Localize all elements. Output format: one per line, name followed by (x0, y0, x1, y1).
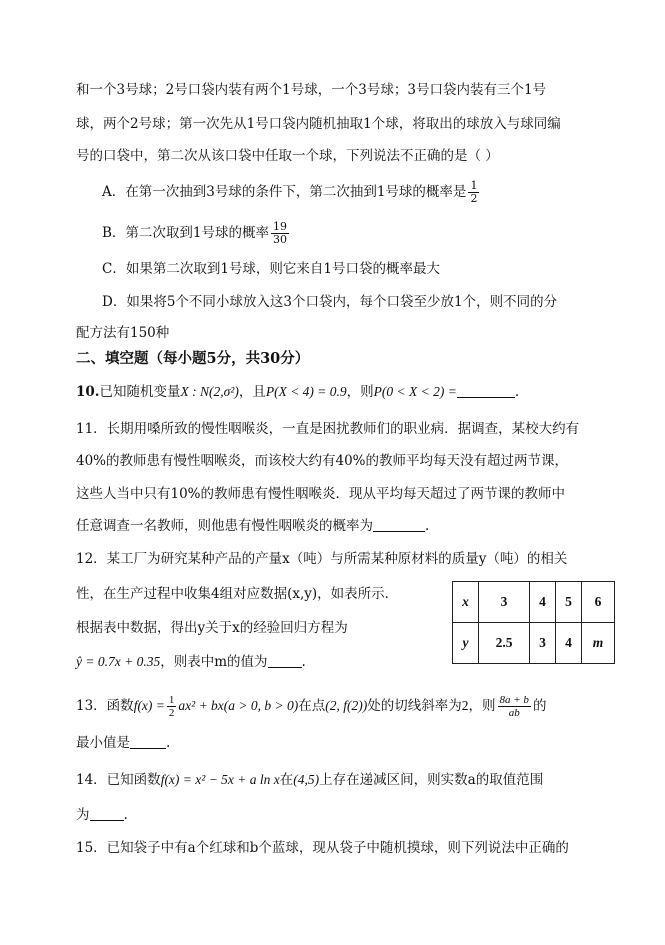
q9-b-numerator: 19 (273, 220, 288, 233)
q13-point: (2, f(2)) (325, 698, 368, 713)
q13-line-2-text: 最小值是 (76, 735, 130, 751)
q12-end: . (301, 654, 306, 670)
q9-option-a-text: A．在第一次抽到3号球的条件下，第二次抽到1号球的概率是 (102, 184, 467, 200)
q14-text-a: 14．已知函数 (76, 772, 161, 788)
q12-table-y-4: m (582, 623, 615, 664)
q12-table-x-1: 3 (479, 582, 530, 623)
q15-line-1: 15．已知袋子中有a个红球和b个蓝球，现从袋子中随机摸球，则下列说法中正确的 (76, 840, 569, 856)
q11-line-1: 11．长期用嗓所致的慢性咽喉炎，一直是困扰教师们的职业病．据调查，某校大约有 (76, 421, 580, 437)
q13-text-d: ，则 (468, 698, 496, 714)
q13-end: . (166, 735, 171, 751)
q14-interval: (4,5) (293, 772, 320, 787)
q13-text-b: 在点 (298, 698, 326, 714)
q13-text-a: 13．函数 (76, 698, 134, 714)
q9-option-b-text: B．第二次取到1号球的概率 (102, 225, 270, 241)
q12-data-table (452, 581, 615, 664)
q10 (76, 382, 589, 402)
q9-a-denominator: 2 (470, 192, 478, 205)
q10-math-3: P(0 < X < 2) = (373, 384, 457, 399)
q12-table-x-3: 5 (556, 582, 582, 623)
q13-text-c: 处的切线斜率为 (367, 698, 462, 714)
q14-text-b: 在 (279, 772, 294, 788)
q11-line-4 (76, 516, 589, 536)
section-title: 二、填空题（每小题5分，共30分） (76, 350, 310, 367)
q9-line-3: 号的口袋中，第二次从该口袋中任取一个球，下列说法不正确的是（ ） (76, 148, 499, 164)
q10-number: 10. (76, 384, 100, 400)
q12-table-x-2: 4 (530, 582, 556, 623)
q14-text-c: 上存在递减区间，则实数a的取值范围 (319, 772, 544, 788)
q13-half-num: 1 (168, 694, 175, 706)
q12-table-row-y (453, 623, 615, 664)
q11-line-4-text: 任意调查一名教师，则他患有慢性咽喉炎的概率为 (76, 518, 373, 534)
q9-option-d-line-2: 配方法有150种 (76, 325, 170, 341)
q9-option-b-fraction (271, 221, 289, 246)
q9-option-b (102, 221, 589, 246)
q12-line-2: 性，在生产过程中收集4组对应数据(x,y)，如表所示． (76, 586, 399, 602)
q12-answer-blank (268, 653, 302, 668)
q14-line-2-text: 为 (76, 807, 90, 823)
q10-text-2: ，且 (238, 384, 266, 400)
q13-half-den: 2 (168, 707, 175, 719)
q10-end: . (514, 384, 520, 400)
q12-line-3: 根据表中数据，得出y关于x的经验回归方程为 (76, 620, 348, 636)
q11-answer-blank (373, 517, 425, 532)
q13-answer-blank (130, 734, 166, 749)
q10-math-2: P(X < 4) = 0.9 (265, 384, 347, 399)
q12-table-row-x (453, 582, 615, 623)
q13-function-rest: ax² + bx(a > 0, b > 0) (178, 698, 299, 713)
q12-table-y-3: 4 (556, 623, 582, 664)
q12-table-x-4: 6 (582, 582, 615, 623)
q12-table-y-2: 3 (530, 623, 556, 664)
q12-table-x-label: x (453, 582, 479, 623)
q14-line-2 (76, 805, 589, 825)
q10-text-1: 已知随机变量 (99, 384, 181, 400)
q12-regression-equation: ŷ = 0.7x + 0.35 (76, 654, 161, 669)
q13-line-1 (76, 694, 589, 719)
q13-target-num: 8a + b (499, 694, 529, 706)
q14-end: . (123, 807, 128, 823)
q9-option-c: C．如果第二次取到1号球，则它来自1号口袋的概率最大 (102, 261, 441, 277)
q9-line-1: 和一个3号球；2号口袋内装有两个1号球，一个3号球；3号口袋内装有三个1号 (76, 82, 547, 98)
q12-table-y-1: 2.5 (479, 623, 530, 664)
q12-line-4-text: ，则表中m的值为 (160, 654, 268, 670)
q9-b-denominator: 30 (273, 233, 288, 246)
q13-fx: f(x) = (133, 698, 165, 713)
q13-half-fraction (167, 694, 177, 719)
q10-text-3: ，则 (346, 384, 374, 400)
q14-answer-blank (90, 806, 124, 821)
q10-math-1: X : N(2,σ²) (180, 384, 239, 399)
q9-option-a (102, 180, 589, 205)
q10-answer-blank (457, 383, 515, 398)
q11-line-2: 40%的教师患有慢性咽喉炎，而该校大约有40%的教师平均每天没有超过两节课， (76, 453, 569, 469)
q13-text-e: 的 (532, 698, 547, 714)
q9-a-numerator: 1 (470, 179, 478, 192)
q12-table-y-label: y (453, 623, 479, 664)
q14-line-1 (76, 770, 589, 790)
q14-function: f(x) = x² − 5x + a ln x (160, 772, 280, 787)
q13-line-2 (76, 733, 589, 753)
q13-target-den: ab (508, 707, 520, 719)
q12-line-1: 12．某工厂为研究某种产品的产量x（吨）与所需某种原材料的质量y（吨）的相关 (76, 551, 568, 567)
q9-line-2: 球，两个2号球；第一次先从1号口袋内随机抽取1个球，将取出的球放入与球同编 (76, 116, 561, 132)
q9-option-a-fraction (468, 180, 479, 205)
q9-option-d-line-1: D．如果将5个不同小球放入这3个口袋内，每个口袋至少放1个，则不同的分 (102, 294, 558, 310)
q11-line-3: 这些人当中只有10%的教师患有慢性咽喉炎．现从平均每天超过了两节课的教师中 (76, 486, 566, 502)
q13-target-fraction (498, 694, 531, 719)
q11-end: . (425, 518, 430, 534)
q13-slope: 2 (461, 698, 469, 713)
